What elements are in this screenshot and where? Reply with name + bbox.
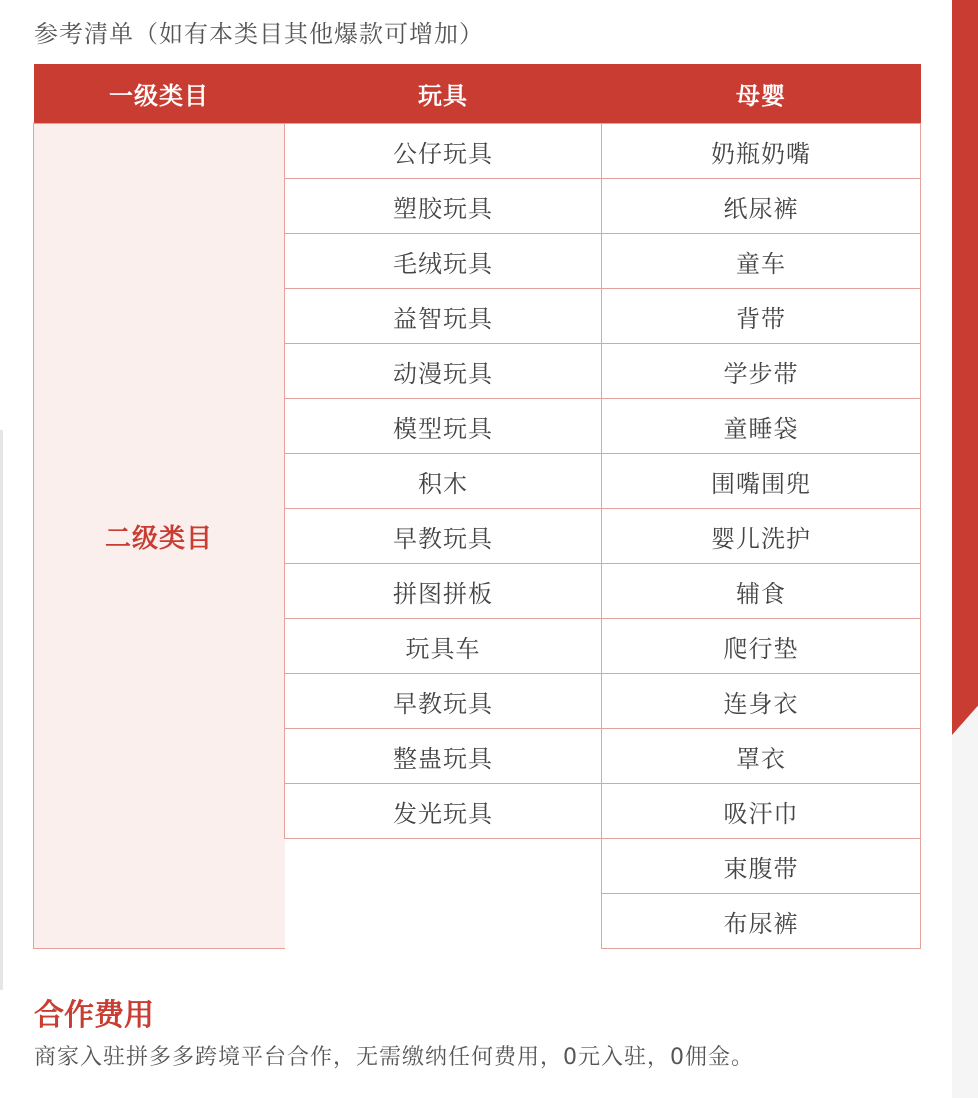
toy-subcategory-cell: 发光玩具: [285, 784, 602, 839]
toy-subcategory-cell: 动漫玩具: [285, 344, 602, 399]
toy-subcategory-cell: 早教玩具: [285, 509, 602, 564]
toy-subcategory-cell: 公仔玩具: [285, 124, 602, 179]
baby-subcategory-cell: 束腹带: [602, 839, 921, 894]
toy-subcategory-cell: 益智玩具: [285, 289, 602, 344]
baby-subcategory-cell: 围嘴围兜: [602, 454, 921, 509]
baby-subcategory-cell: 连身衣: [602, 674, 921, 729]
toy-subcategory-cell: 整蛊玩具: [285, 729, 602, 784]
baby-subcategory-cell: 童车: [602, 234, 921, 289]
header-toys: 玩具: [285, 64, 602, 124]
baby-subcategory-cell: 童睡袋: [602, 399, 921, 454]
toy-subcategory-cell: 模型玩具: [285, 399, 602, 454]
baby-subcategory-cell: 背带: [602, 289, 921, 344]
toy-subcategory-cell: 玩具车: [285, 619, 602, 674]
header-mother-baby: 母婴: [602, 64, 921, 124]
baby-subcategory-cell: 学步带: [602, 344, 921, 399]
baby-subcategory-cell: 婴儿洗护: [602, 509, 921, 564]
baby-subcategory-cell: 辅食: [602, 564, 921, 619]
toy-subcategory-cell: [285, 839, 602, 949]
toy-subcategory-cell: 早教玩具: [285, 674, 602, 729]
header-level1-category: 一级类目: [34, 64, 285, 124]
category-table: [33, 64, 921, 949]
level2-category-label: 二级类目: [34, 124, 285, 949]
cooperation-fee-title: 合作费用: [34, 998, 154, 1033]
table-header-row: [34, 64, 921, 124]
baby-subcategory-cell: 纸尿裤: [602, 179, 921, 234]
cooperation-fee-description: 商家入驻拼多多跨境平台合作，无需缴纳任何费用，0元入驻，0佣金。: [34, 1045, 754, 1070]
baby-subcategory-cell: 布尿裤: [602, 894, 921, 949]
baby-subcategory-cell: 罩衣: [602, 729, 921, 784]
toy-subcategory-cell: 毛绒玩具: [285, 234, 602, 289]
right-red-decoration: [952, 0, 978, 735]
reference-list-title: 参考清单（如有本类目其他爆款可增加）: [34, 20, 484, 48]
left-edge-divider: [0, 430, 3, 990]
toy-subcategory-cell: 拼图拼板: [285, 564, 602, 619]
table-body: [34, 124, 921, 949]
baby-subcategory-cell: 爬行垫: [602, 619, 921, 674]
table-row: [34, 124, 921, 179]
baby-subcategory-cell: 奶瓶奶嘴: [602, 124, 921, 179]
toy-subcategory-cell: 积木: [285, 454, 602, 509]
baby-subcategory-cell: 吸汗巾: [602, 784, 921, 839]
toy-subcategory-cell: 塑胶玩具: [285, 179, 602, 234]
